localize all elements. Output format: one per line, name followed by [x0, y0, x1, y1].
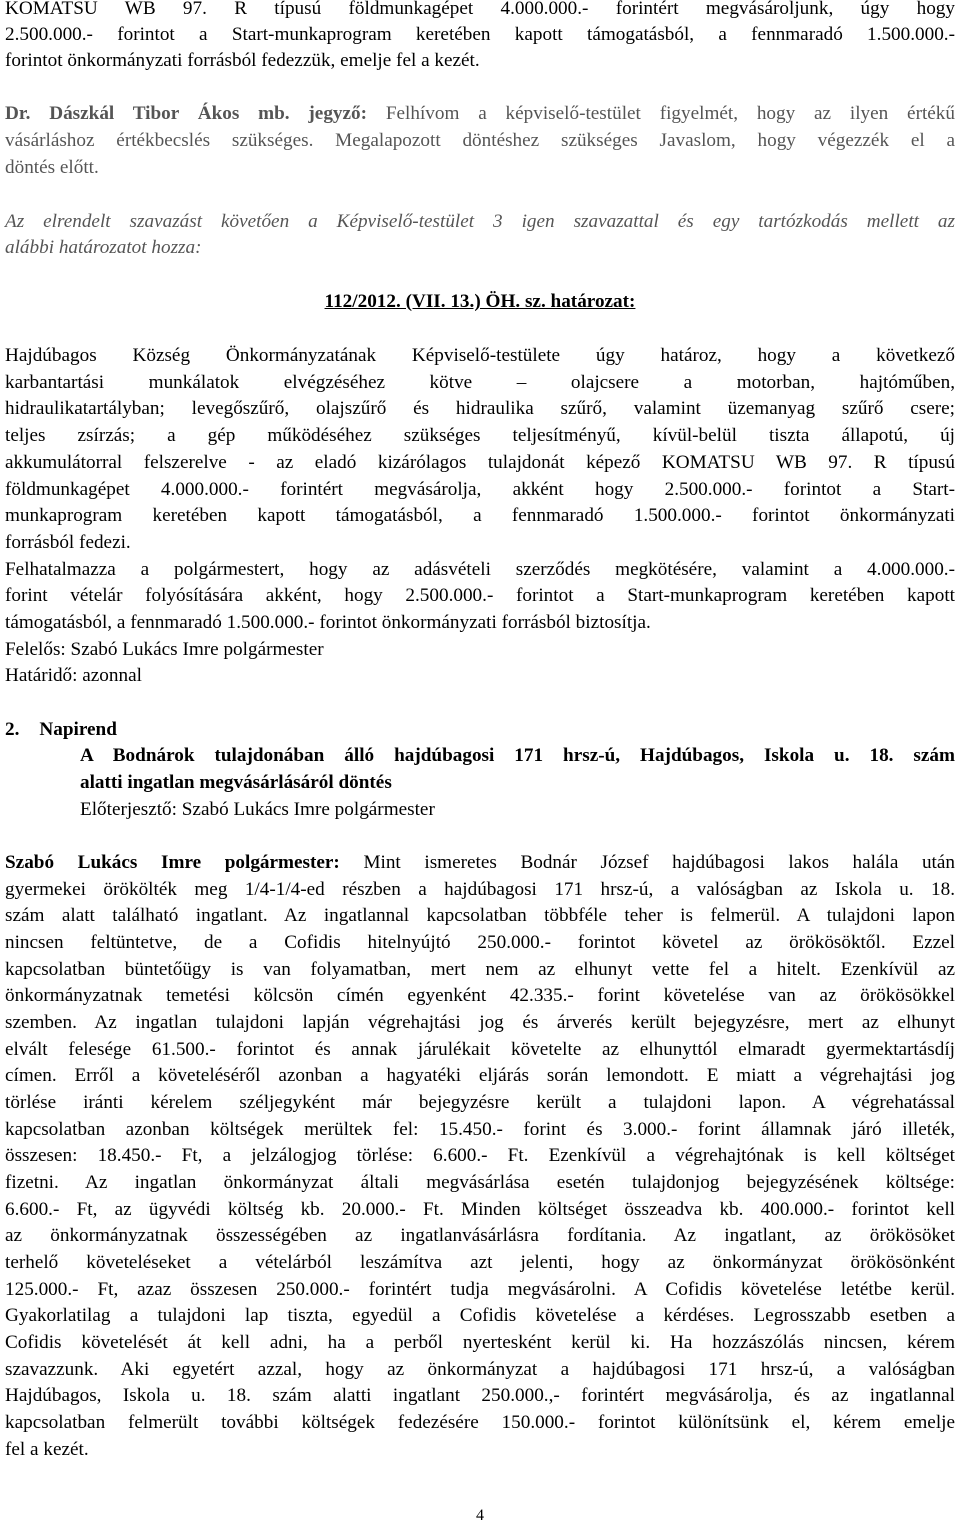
mayor-speech-line: címen. Erről a követeléséről azonban a hagyatéki eljárás során lemondott. E miatt a végrehajtási jog: [5, 1065, 955, 1086]
notary-remark-line: [5, 101, 955, 127]
resolution-line: akkumulátorral felszerelve - az eladó kizárólagos tulajdonát képező KOMATSU WB 97. R típusú: [5, 452, 955, 473]
paragraph-line: KOMATSU WB 97. R típusú földmunkagépet 4.000.000.- forintért megvásároljunk, úgy hogy: [5, 0, 955, 19]
mayor-speech-line: kapcsolatban felmerült további költségek fedezésére 150.000.- forintot különítsünk el, kérem emelje: [5, 1412, 955, 1433]
mayor-speech-line: 125.000.- Ft, azaz összesen 250.000.- forintért tudja megvásárolni. A Cofidis követelése letétbe kerül.: [5, 1279, 955, 1300]
resolution-line: Hajdúbagos Község Önkormányzatának Képviselő-testülete úgy határoz, hogy a következő: [5, 345, 955, 366]
authorization-line: forint vételár folyósítására akként, hogy 2.500.000.- forintot a Start-munkaprogram keretében kapott: [5, 585, 955, 606]
agenda-subject: alatti ingatlan megvásárlásáról döntés: [80, 772, 392, 793]
mayor-speech-line: [5, 850, 955, 876]
responsible-person: Felelős: Szabó Lukács Imre polgármester: [5, 639, 324, 660]
mayor-speech-line: elvált felesége 61.500.- forintot és annak járulékait követelte az elhunyttól elmaradt gyermektartásdíj: [5, 1039, 955, 1060]
mayor-speech-line: fel a kezét.: [5, 1439, 89, 1460]
mayor-speech-line: terhelő követeléseket a vételárból leszámítva azt jelenti, hogy az önkormányzat örökösönként: [5, 1252, 955, 1273]
agenda-number: 2.: [5, 719, 20, 740]
mayor-speech-line: önkormányzatnak temetési kölcsön címén egyenként 42.335.- forint követelése van az örökösökkel: [5, 985, 955, 1006]
vote-line: alábbi határozatot hozza:: [5, 237, 202, 258]
mayor-speech-line: nincsen feltüntetve, de a Cofidis hitelnyújtó 250.000.- forintot követel az örökösöktől. Ezzel: [5, 932, 955, 953]
speaker-name: Szabó Lukács Imre polgármester:: [5, 852, 340, 873]
agenda-heading: [5, 717, 955, 743]
vote-line: Az elrendelt szavazást követően a Képviselő-testület 3 igen szavazattal és egy tartózkodás mellett az: [5, 211, 955, 232]
mayor-speech-line: összesen: 18.450.- Ft, a jelzálogjog törlése: 6.600.- Ft. Ezenkívül a végrehajtónak is kell költséget: [5, 1145, 955, 1166]
resolution-line: forrásból fedezi.: [5, 532, 131, 553]
agenda-presenter: Előterjesztő: Szabó Lukács Imre polgármester: [80, 799, 435, 820]
mayor-speech-line: kapcsolatban büntetőügy is van folyamatban, mert nem az elhunyt vette fel a hitelt. Ezenkívül az: [5, 959, 955, 980]
remark-text: Felhívom a képviselő-testület figyelmét, hogy az ilyen értékű: [367, 103, 955, 124]
agenda-title: Napirend: [39, 719, 117, 740]
speech-text: Mint ismeretes Bodnár József hajdúbagosi lakos halála után: [339, 852, 956, 873]
mayor-speech-line: szemben. Az ingatlan tulajdoni lapján végrehajtási jog és árverés került bejegyzésre, mert az elhunyt: [5, 1012, 955, 1033]
authorization-line: Felhatalmazza a polgármestert, hogy az adásvételi szerződés megkötésére, valamint a 4.000.000.-: [5, 559, 955, 580]
resolution-line: munkaprogram keretében kapott támogatásból, a fennmaradó 1.500.000.- forintot önkormányzati: [5, 505, 955, 526]
mayor-speech-line: Hajdúbagos, Iskola u. 18. szám alatti ingatlant 250.000.,- forintért megvásárolja, és az ingatlannal: [5, 1385, 955, 1406]
mayor-speech-line: szám alatt található ingatlant. Az ingatlannal kapcsolatban többféle teher is felmerül. A tulajdoni lapon: [5, 905, 955, 926]
paragraph-line: 2.500.000.- forintot a Start-munkaprogram keretében kapott támogatásból, a fennmaradó 1.500.000.-: [5, 24, 955, 45]
authorization-line: támogatásból, a fennmaradó 1.500.000.- forintot önkormányzati forrásból biztosítja.: [5, 612, 651, 633]
mayor-speech-line: az önkormányzatnak összességében az ingatlanvásárlásra fordítania. Az ingatlant, az örökösöket: [5, 1225, 955, 1246]
resolution-line: karbantartási munkálatok elvégzéséhez kötve – olajcsere a motorban, hajtóműben,: [5, 372, 955, 393]
mayor-speech-line: gyermekei örökölték meg 1/4-1/4-ed részben a hajdúbagosi 171 hrsz-ú, a valóságban az Iskola u. 18.: [5, 879, 955, 900]
resolution-line: teljes zsírzás; a gép működéséhez szükséges teljesítményű, kívül-belül tiszta állapotú, új: [5, 425, 955, 446]
mayor-speech-line: fizetni. Az ingatlan önkormányzat általi megvásárlása esetén tulajdonjog bejegyzésének költsége:: [5, 1172, 955, 1193]
mayor-speech-line: kapcsolatban azonban költségek merültek fel: 15.450.- forint és 3.000.- forint államnak járó illeték,: [5, 1119, 955, 1140]
resolution-title: 112/2012. (VII. 13.) ÖH. sz. határozat:: [324, 291, 636, 312]
agenda-subject: A Bodnárok tulajdonában álló hajdúbagosi 171 hrsz-ú, Hajdúbagos, Iskola u. 18. szám: [80, 745, 955, 766]
mayor-speech-line: 6.600.- Ft, az ügyvédi költség kb. 20.000.- Ft. Minden költséget összeadva kb. 400.000.- forintot kell: [5, 1199, 955, 1220]
notary-remark-line: döntés előtt.: [5, 157, 99, 178]
resolution-line: földmunkagépet 4.000.000.- forintért megvásárolja, akként hogy 2.500.000.- forintot a Start-: [5, 479, 955, 500]
paragraph-line: forintot önkormányzati forrásból fedezzük, emelje fel a kezét.: [5, 50, 480, 71]
mayor-speech-line: Cofidis követelését át kell adni, ha a perből nyertesként kerül ki. Ha hozzászólás nincsen, kérem: [5, 1332, 955, 1353]
resolution-line: hidraulikatartályban; levegőszűrő, olajszűrő és hidraulika szűrő, valamint üzemanyag szűrő csere;: [5, 398, 955, 419]
mayor-speech-line: Gyakorlatilag a tulajdoni lap tiszta, egyedül a Cofidis követelése a kérdéses. Legrosszabb esetben a: [5, 1305, 955, 1326]
page-number: 4: [476, 1507, 484, 1524]
deadline: Határidő: azonnal: [5, 665, 142, 686]
mayor-speech-line: szavazzunk. Aki egyetért azzal, hogy az önkormányzat a hajdúbagosi 171 hrsz-ú, a valóságban: [5, 1359, 955, 1380]
speaker-name: Dr. Dászkál Tibor Ákos mb. jegyző:: [5, 103, 368, 124]
mayor-speech-line: törlése iránti kérelem széljegyként már bejegyzésre került a tulajdoni lapon. A végrehatással: [5, 1092, 955, 1113]
notary-remark-line: vásárláshoz értékbecslés szükséges. Megalapozott döntéshez szükséges Javaslom, hogy végezzék el a: [5, 130, 955, 151]
